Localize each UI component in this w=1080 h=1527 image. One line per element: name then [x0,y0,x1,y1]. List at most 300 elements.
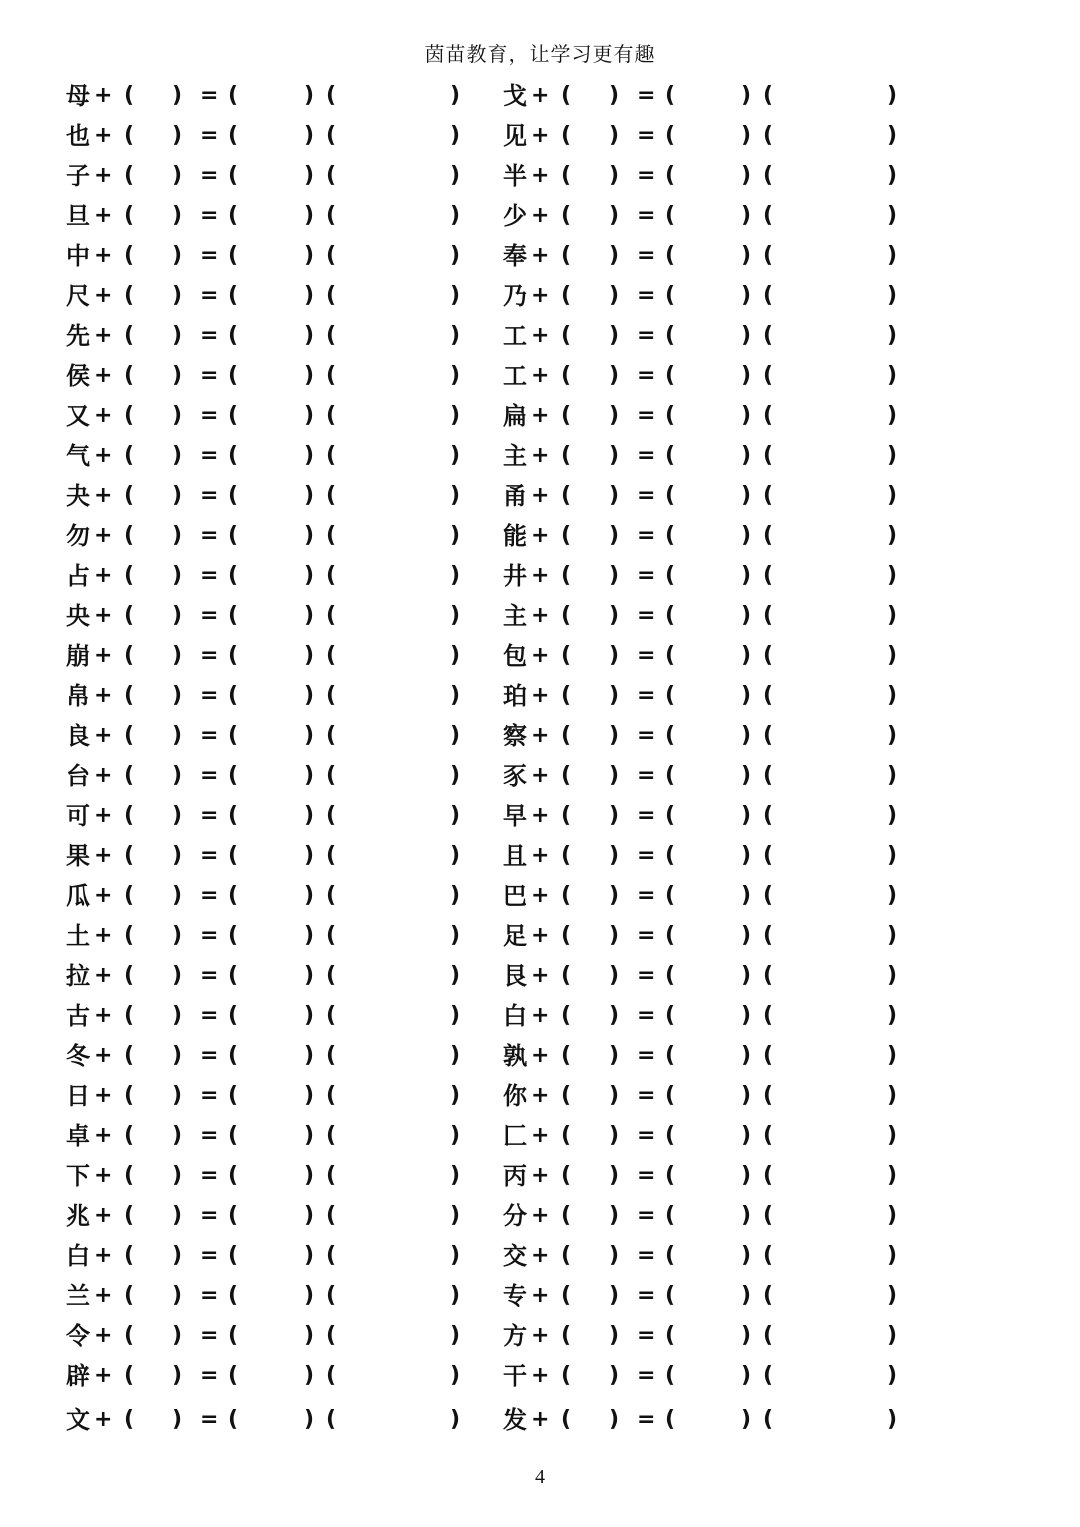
close-paren: ) [609,523,620,548]
base-character: 兆 [66,1202,90,1230]
open-paren: ( [326,443,337,468]
close-paren: ) [741,803,752,828]
open-paren: ( [763,1003,774,1028]
exercise-right [503,436,963,476]
open-paren: ( [228,563,239,588]
equals-sign: = [637,843,656,868]
worksheet-row [0,676,1080,716]
open-paren: ( [665,323,676,348]
open-paren: ( [228,443,239,468]
open-paren: ( [665,483,676,508]
open-paren: ( [763,1363,774,1388]
close-paren: ) [887,963,898,988]
open-paren: ( [561,923,572,948]
close-paren: ) [741,163,752,188]
close-paren: ) [609,1363,620,1388]
close-paren: ) [450,163,461,188]
open-paren: ( [561,1043,572,1068]
close-paren: ) [172,203,183,228]
plus-sign: + [531,1203,550,1228]
worksheet-row [0,316,1080,356]
base-character: 白 [66,1242,90,1270]
open-paren: ( [665,963,676,988]
plus-sign: + [94,1123,113,1148]
close-paren: ) [304,1283,315,1308]
close-paren: ) [172,843,183,868]
plus-sign: + [531,683,550,708]
open-paren: ( [326,483,337,508]
plus-sign: + [531,523,550,548]
open-paren: ( [561,1203,572,1228]
exercise-left [66,396,526,436]
close-paren: ) [450,1323,461,1348]
open-paren: ( [763,1243,774,1268]
worksheet-row [0,876,1080,916]
equals-sign: = [200,1043,219,1068]
base-character: 卓 [66,1122,90,1150]
open-paren: ( [561,843,572,868]
plus-sign: + [531,1323,550,1348]
exercise-left [66,876,526,916]
open-paren: ( [228,683,239,708]
plus-sign: + [531,403,550,428]
worksheet-row [0,196,1080,236]
open-paren: ( [228,883,239,908]
close-paren: ) [304,243,315,268]
worksheet-row [0,436,1080,476]
plus-sign: + [531,643,550,668]
open-paren: ( [228,83,239,108]
base-character: 母 [66,82,90,110]
open-paren: ( [763,1407,774,1432]
exercise-left [66,956,526,996]
close-paren: ) [450,1203,461,1228]
close-paren: ) [887,323,898,348]
close-paren: ) [304,163,315,188]
equals-sign: = [200,83,219,108]
equals-sign: = [200,403,219,428]
close-paren: ) [304,363,315,388]
close-paren: ) [609,923,620,948]
close-paren: ) [172,683,183,708]
close-paren: ) [609,243,620,268]
open-paren: ( [561,1243,572,1268]
close-paren: ) [172,1123,183,1148]
worksheet-row [0,1156,1080,1196]
close-paren: ) [609,1123,620,1148]
base-character: 下 [66,1162,90,1190]
exercise-left [66,76,526,116]
open-paren: ( [561,763,572,788]
equals-sign: = [637,683,656,708]
base-character: 扁 [503,402,527,430]
worksheet-row [0,556,1080,596]
plus-sign: + [94,443,113,468]
base-character: 兰 [66,1282,90,1310]
close-paren: ) [741,1043,752,1068]
exercise-right [503,476,963,516]
close-paren: ) [304,443,315,468]
plus-sign: + [531,83,550,108]
close-paren: ) [887,883,898,908]
close-paren: ) [304,603,315,628]
base-character: 孰 [503,1042,527,1070]
plus-sign: + [94,643,113,668]
plus-sign: + [531,1283,550,1308]
close-paren: ) [887,363,898,388]
equals-sign: = [200,883,219,908]
close-paren: ) [304,1123,315,1148]
open-paren: ( [763,363,774,388]
exercise-left [66,716,526,756]
exercise-right [503,1316,963,1356]
close-paren: ) [741,643,752,668]
close-paren: ) [741,603,752,628]
open-paren: ( [228,963,239,988]
open-paren: ( [561,1407,572,1432]
plus-sign: + [94,1283,113,1308]
open-paren: ( [228,163,239,188]
plus-sign: + [531,283,550,308]
plus-sign: + [531,1363,550,1388]
base-character: 土 [66,922,90,950]
exercise-right [503,1196,963,1236]
worksheet-row [0,636,1080,676]
open-paren: ( [763,323,774,348]
close-paren: ) [450,1363,461,1388]
exercise-right [503,1400,963,1440]
close-paren: ) [609,403,620,428]
exercise-left [66,556,526,596]
equals-sign: = [637,1243,656,1268]
close-paren: ) [304,683,315,708]
base-character: 巴 [503,882,527,910]
close-paren: ) [609,283,620,308]
plus-sign: + [531,243,550,268]
close-paren: ) [741,683,752,708]
worksheet-row [0,756,1080,796]
close-paren: ) [887,563,898,588]
close-paren: ) [304,883,315,908]
open-paren: ( [124,603,135,628]
close-paren: ) [304,123,315,148]
base-character: 干 [503,1362,527,1390]
equals-sign: = [637,1323,656,1348]
close-paren: ) [450,203,461,228]
close-paren: ) [887,603,898,628]
plus-sign: + [531,843,550,868]
close-paren: ) [887,523,898,548]
worksheet-row [0,1316,1080,1356]
close-paren: ) [609,563,620,588]
close-paren: ) [172,403,183,428]
close-paren: ) [887,1203,898,1228]
plus-sign: + [94,763,113,788]
base-character: 工 [503,322,527,350]
open-paren: ( [228,483,239,508]
open-paren: ( [561,83,572,108]
exercise-left [66,196,526,236]
equals-sign: = [200,723,219,748]
exercise-left [66,116,526,156]
open-paren: ( [228,323,239,348]
open-paren: ( [326,203,337,228]
equals-sign: = [200,963,219,988]
close-paren: ) [741,843,752,868]
base-character: 拉 [66,962,90,990]
plus-sign: + [531,1123,550,1148]
close-paren: ) [609,1407,620,1432]
open-paren: ( [124,243,135,268]
close-paren: ) [450,763,461,788]
base-character: 旦 [66,202,90,230]
open-paren: ( [228,803,239,828]
open-paren: ( [665,363,676,388]
close-paren: ) [304,403,315,428]
base-character: 台 [66,762,90,790]
plus-sign: + [531,603,550,628]
base-character: 辟 [66,1362,90,1390]
base-character: 崩 [66,642,90,670]
open-paren: ( [763,1203,774,1228]
base-character: 也 [66,122,90,150]
open-paren: ( [665,243,676,268]
base-character: 能 [503,522,527,550]
base-character: 古 [66,1002,90,1030]
close-paren: ) [887,1243,898,1268]
exercise-left [66,236,526,276]
close-paren: ) [172,923,183,948]
close-paren: ) [741,1123,752,1148]
worksheet-row [0,1236,1080,1276]
open-paren: ( [763,963,774,988]
base-character: 先 [66,322,90,350]
open-paren: ( [665,1123,676,1148]
open-paren: ( [561,883,572,908]
equals-sign: = [200,1203,219,1228]
base-character: 匚 [503,1122,527,1150]
open-paren: ( [326,1283,337,1308]
open-paren: ( [665,1323,676,1348]
close-paren: ) [450,443,461,468]
close-paren: ) [304,1203,315,1228]
open-paren: ( [561,163,572,188]
open-paren: ( [326,563,337,588]
close-paren: ) [741,203,752,228]
open-paren: ( [326,403,337,428]
equals-sign: = [637,163,656,188]
equals-sign: = [637,603,656,628]
close-paren: ) [304,723,315,748]
equals-sign: = [637,1407,656,1432]
equals-sign: = [637,1003,656,1028]
base-character: 乃 [503,282,527,310]
open-paren: ( [763,1283,774,1308]
plus-sign: + [94,923,113,948]
close-paren: ) [304,283,315,308]
open-paren: ( [665,123,676,148]
worksheet-row [0,156,1080,196]
exercise-right [503,756,963,796]
exercise-right [503,76,963,116]
open-paren: ( [326,363,337,388]
open-paren: ( [665,563,676,588]
close-paren: ) [450,1243,461,1268]
open-paren: ( [124,403,135,428]
open-paren: ( [561,443,572,468]
exercise-right [503,276,963,316]
plus-sign: + [531,923,550,948]
close-paren: ) [741,363,752,388]
close-paren: ) [304,1083,315,1108]
open-paren: ( [326,283,337,308]
close-paren: ) [741,1283,752,1308]
open-paren: ( [124,1243,135,1268]
equals-sign: = [200,363,219,388]
close-paren: ) [609,483,620,508]
close-paren: ) [887,243,898,268]
close-paren: ) [172,443,183,468]
open-paren: ( [665,1163,676,1188]
close-paren: ) [304,1363,315,1388]
close-paren: ) [172,1243,183,1268]
open-paren: ( [228,1123,239,1148]
open-paren: ( [124,883,135,908]
close-paren: ) [450,1283,461,1308]
close-paren: ) [304,563,315,588]
open-paren: ( [561,563,572,588]
open-paren: ( [124,803,135,828]
plus-sign: + [531,763,550,788]
close-paren: ) [609,803,620,828]
open-paren: ( [763,243,774,268]
plus-sign: + [531,803,550,828]
exercise-right [503,996,963,1036]
worksheet-row [0,916,1080,956]
close-paren: ) [304,203,315,228]
exercise-left [66,676,526,716]
close-paren: ) [887,803,898,828]
exercise-left [66,1156,526,1196]
close-paren: ) [172,323,183,348]
close-paren: ) [450,723,461,748]
exercise-left [66,1036,526,1076]
close-paren: ) [741,923,752,948]
open-paren: ( [228,243,239,268]
close-paren: ) [887,483,898,508]
open-paren: ( [124,1003,135,1028]
open-paren: ( [326,683,337,708]
open-paren: ( [326,1123,337,1148]
close-paren: ) [450,523,461,548]
base-character: 果 [66,842,90,870]
open-paren: ( [124,523,135,548]
worksheet-row [0,116,1080,156]
close-paren: ) [741,763,752,788]
close-paren: ) [741,963,752,988]
close-paren: ) [172,883,183,908]
open-paren: ( [763,803,774,828]
close-paren: ) [609,163,620,188]
open-paren: ( [124,363,135,388]
open-paren: ( [561,523,572,548]
close-paren: ) [887,723,898,748]
equals-sign: = [637,123,656,148]
open-paren: ( [326,603,337,628]
open-paren: ( [665,683,676,708]
open-paren: ( [665,523,676,548]
close-paren: ) [887,923,898,948]
open-paren: ( [228,283,239,308]
open-paren: ( [228,1283,239,1308]
equals-sign: = [200,323,219,348]
close-paren: ) [609,1283,620,1308]
close-paren: ) [741,123,752,148]
open-paren: ( [124,1083,135,1108]
exercise-left [66,836,526,876]
close-paren: ) [172,1163,183,1188]
close-paren: ) [450,123,461,148]
plus-sign: + [94,403,113,428]
worksheet-row [0,276,1080,316]
exercise-left [66,796,526,836]
equals-sign: = [200,1363,219,1388]
open-paren: ( [326,163,337,188]
open-paren: ( [228,923,239,948]
close-paren: ) [609,363,620,388]
close-paren: ) [741,1203,752,1228]
open-paren: ( [326,83,337,108]
worksheet-row [0,1400,1080,1440]
open-paren: ( [665,403,676,428]
exercise-right [503,396,963,436]
open-paren: ( [561,1283,572,1308]
open-paren: ( [124,1163,135,1188]
close-paren: ) [304,1003,315,1028]
close-paren: ) [741,1083,752,1108]
plus-sign: + [94,83,113,108]
close-paren: ) [304,483,315,508]
open-paren: ( [763,403,774,428]
close-paren: ) [450,323,461,348]
close-paren: ) [887,163,898,188]
plus-sign: + [94,203,113,228]
close-paren: ) [304,83,315,108]
open-paren: ( [763,523,774,548]
open-paren: ( [561,403,572,428]
open-paren: ( [124,1123,135,1148]
open-paren: ( [665,1283,676,1308]
close-paren: ) [609,883,620,908]
base-character: 文 [66,1406,90,1434]
base-character: 包 [503,642,527,670]
plus-sign: + [94,883,113,908]
close-paren: ) [304,1043,315,1068]
plus-sign: + [94,483,113,508]
plus-sign: + [94,603,113,628]
exercise-left [66,1196,526,1236]
exercise-left [66,596,526,636]
close-paren: ) [741,1363,752,1388]
worksheet-row [0,956,1080,996]
close-paren: ) [450,1003,461,1028]
close-paren: ) [609,123,620,148]
open-paren: ( [228,123,239,148]
open-paren: ( [561,683,572,708]
close-paren: ) [887,683,898,708]
open-paren: ( [763,683,774,708]
equals-sign: = [200,283,219,308]
